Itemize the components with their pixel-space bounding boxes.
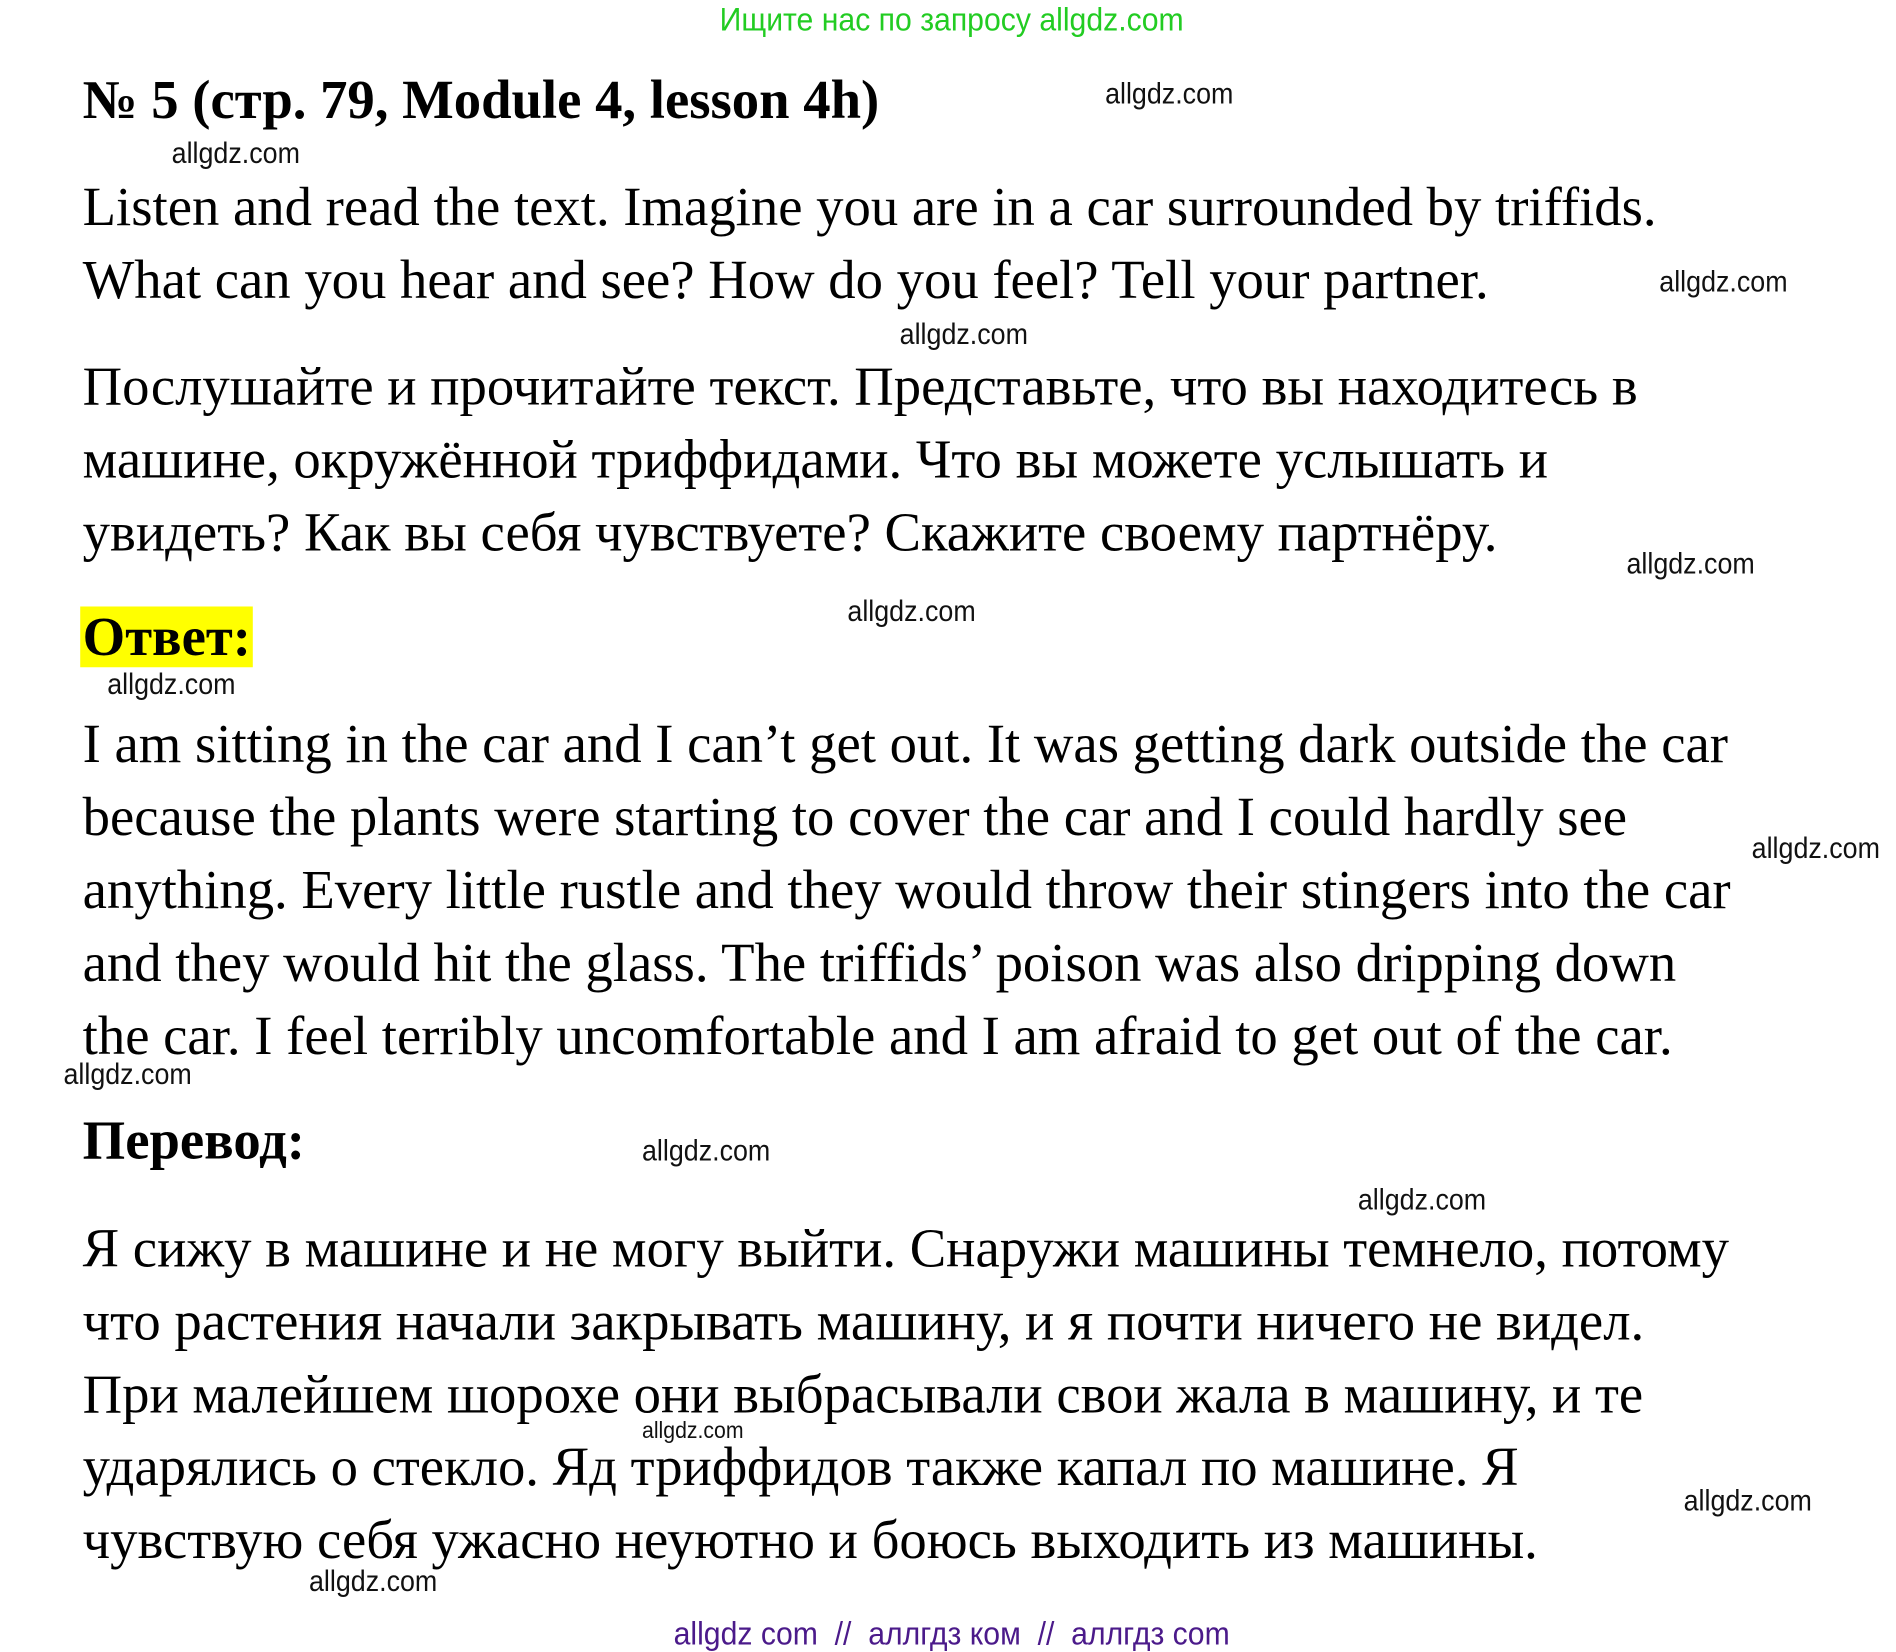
answer-heading-text: Ответ: [80, 606, 253, 667]
answer-heading [80, 600, 253, 673]
page-title: № 5 (стр. 79, Module 4, lesson 4h) [82, 69, 880, 131]
watermark: allgdz.com [1105, 77, 1234, 111]
watermark: allgdz.com [1357, 1183, 1487, 1217]
watermark: allgdz.com [1659, 266, 1788, 299]
task-ru-line: машине, окружённой триффидами. Что вы можете услышать и [82, 429, 1549, 490]
watermark: allgdz.com [1626, 548, 1755, 581]
answer-line: and they would hit the glass. The triffids’ poison was also dripping down [82, 932, 1677, 993]
translation-line: Я сижу в машине и не могу выйти. Снаружи машины темнело, потому [82, 1217, 1729, 1279]
answer-line: I am sitting in the car and I can’t get out. It was getting dark outside the car [82, 713, 1729, 775]
translation-line: чувствую себя ужасно неуютно и боюсь выходить из машины. [82, 1509, 1538, 1571]
answer-line: anything. Every little rustle and they would throw their stingers into the car [82, 859, 1731, 921]
watermark: allgdz.com [308, 1565, 438, 1599]
watermark: allgdz.com [63, 1058, 192, 1092]
watermark: allgdz.com [642, 1135, 771, 1168]
watermark: allgdz.com [171, 137, 300, 171]
footer-links: allgdz com // аллгдз ком // аллгдз com [673, 1615, 1230, 1652]
watermark: allgdz.com [899, 318, 1028, 352]
translation-line: При малейшем шорохе они выбрасывали свои жала в машину, и те [82, 1363, 1644, 1425]
translation-heading: Перевод: [82, 1109, 305, 1171]
watermark: allgdz.com [1683, 1485, 1812, 1519]
watermark: allgdz.com [847, 595, 976, 629]
task-ru-line: увидеть? Как вы себя чувствуете? Скажите своему партнёру. [82, 501, 1498, 563]
watermark: allgdz.com [641, 1418, 744, 1444]
translation-line: что растения начали закрывать машину, и я почти ничего не видел. [82, 1290, 1645, 1352]
task-en-line: Listen and read the text. Imagine you are in a car surrounded by triffids. [82, 176, 1657, 238]
watermark: allgdz.com [107, 668, 236, 702]
translation-line: ударялись о стекло. Яд триффидов также капал по машине. Я [82, 1436, 1519, 1498]
task-en-line: What can you hear and see? How do you feel? Tell your partner. [82, 249, 1489, 310]
task-ru-line: Послушайте и прочитайте текст. Представьте, что вы находитесь в [82, 356, 1638, 417]
answer-line: the car. I feel terribly uncomfortable and I am afraid to get out of the car. [82, 1005, 1673, 1066]
top-banner: Ищите нас по запросу allgdz.com [719, 1, 1184, 38]
answer-line: because the plants were starting to cover the car and I could hardly see [82, 786, 1628, 848]
watermark: allgdz.com [1751, 832, 1880, 866]
